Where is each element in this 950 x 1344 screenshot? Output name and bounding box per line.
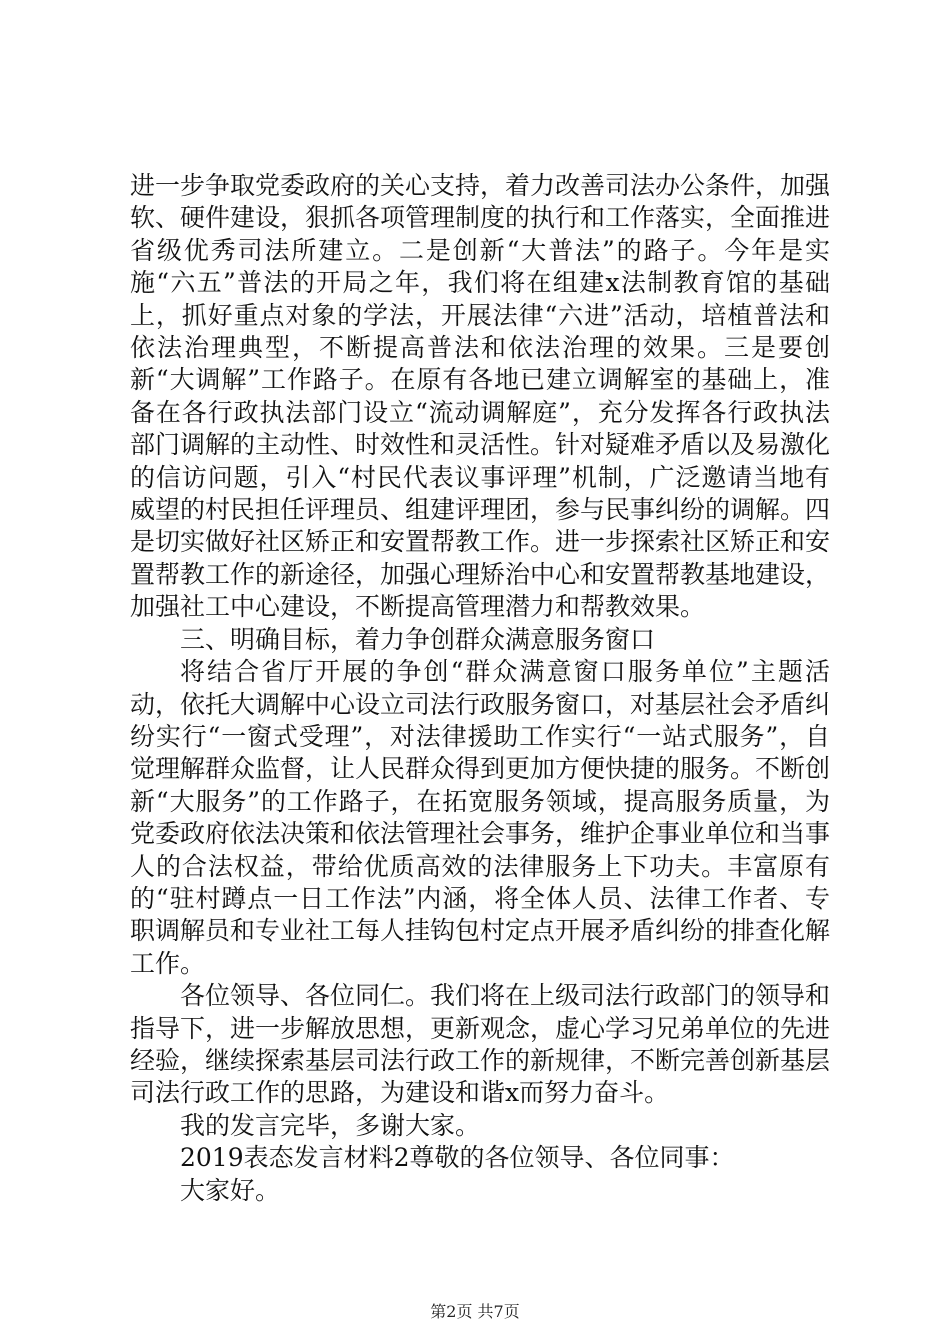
paragraph-service-window: 将结合省厅开展的争创“群众满意窗口服务单位”主题活动，依托大调解中心设立司法行政服务窗口，对基层社会矛盾纠纷实行“一窗式受理”，对法律援助工作实行“一站式服务”，自觉理解群众监督，让人民群众得到更加方便快捷的服务。不断创新“大服务”的工作路子，在拓宽服务领域，提高服务质量，为党委政府依法决策和依法管理社会事务，维护企事业单位和当事人的合法权益，带给优质高效的法律服务上下功夫。丰富原有的“驻村蹲点一日工作法”内涵，将全体人员、法律工作者、专职调解员和专业社工每人挂钩包村定点开展矛盾纠纷的排查化解工作。	[130, 657, 831, 978]
paragraph-greeting: 大家好。	[180, 1175, 281, 1205]
page-number-footer: 第2页 共7页	[430, 1302, 520, 1321]
section-heading: 三、明确目标，着力争创群众满意服务窗口	[180, 624, 656, 654]
paragraph-continuation: 进一步争取党委政府的关心支持，着力改善司法办公条件，加强软、硬件建设，狠抓各项管理制度的执行和工作落实，全面推进省级优秀司法所建立。二是创新“大普法”的路子。今年是实施“六五”普法的开局之年，我们将在组建x法制教育馆的基础上，抓好重点对象的学法，开展法律“六进”活动，培植普法和依法治理典型，不断提高普法和依法治理的效果。三是要创新“大调解”工作路子。在原有各地已建立调解室的基础上，准备在各行政执法部门设立“流动调解庭”，充分发挥各行政执法部门调解的主动性、时效性和灵活性。针对疑难矛盾以及易激化的信访问题，引入“村民代表议事评理”机制，广泛邀请当地有威望的村民担任评理员、组建评理团，参与民事纠纷的调解。四是切实做好社区矫正和安置帮教工作。进一步探索社区矫正和安置帮教工作的新途径，加强心理矫治中心和安置帮教基地建设，加强社工中心建设，不断提高管理潜力和帮教效果。	[130, 171, 831, 622]
paragraph-thanks: 我的发言完毕，多谢大家。	[180, 1110, 481, 1140]
paragraph-second-material-title: 2019表态发言材料2尊敬的各位领导、各位同事：	[180, 1143, 735, 1173]
paragraph-closing-remarks: 各位领导、各位同仁。我们将在上级司法行政部门的领导和指导下，进一步解放思想，更新观念，虚心学习兄弟单位的先进经验，继续探索基层司法行政工作的新规律，不断完善创新基层司法行政工作的思路，为建设和谐x而努力奋斗。	[130, 981, 831, 1108]
document-body	[130, 170, 830, 1207]
